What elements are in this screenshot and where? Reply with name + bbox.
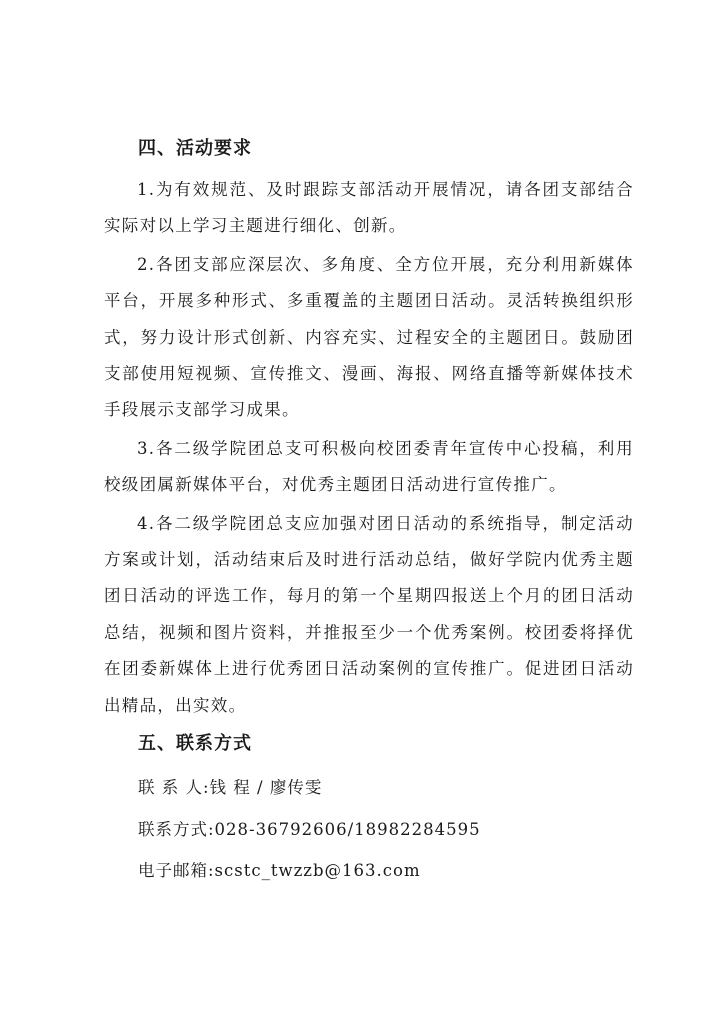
requirement-paragraph-2: 2.各团支部应深层次、多角度、全方位开展，充分利用新媒体平台，开展多种形式、多重覆盖的主题团日活动。灵活转换组织形式，努力设计形式创新、内容充实、过程安全的主题团日。鼓励团支部使用短视频、宣传推文、漫画、海报、网络直播等新媒体技术手段展示支部学习成果。 (104, 254, 634, 420)
contact-person: 联 系 人:钱 程 / 廖传雯 (138, 778, 323, 798)
section-heading-contact: 五、联系方式 (138, 733, 252, 755)
contact-email: 电子邮箱:scstc_twzzb@163.com (138, 860, 421, 880)
document-body (104, 133, 634, 894)
requirement-paragraph-1: 1.为有效规范、及时跟踪支部活动开展情况，请各团支部结合实际对以上学习主题进行细化、创新。 (104, 180, 634, 236)
requirement-paragraph-3: 3.各二级学院团总支可积极向校团委青年宣传中心投稿，利用校级团属新媒体平台，对优秀主题团日活动进行宣传推广。 (104, 438, 634, 495)
section-heading-requirements: 四、活动要求 (138, 138, 252, 159)
contact-phone: 联系方式:028-36792606/18982284595 (138, 819, 481, 839)
requirement-paragraph-4: 4.各二级学院团总支应加强对团日活动的系统指导，制定活动方案或计划，活动结束后及时进行活动总结，做好学院内优秀主题团日活动的评选工作，每月的第一个星期四报送上个月的团日活动总结，视频和图片资料，并推报至少一个优秀案例。校团委将择优在团委新媒体上进行优秀团日活动案例的宣传推广。促进团日活动出精品，出实效。 (104, 513, 634, 715)
